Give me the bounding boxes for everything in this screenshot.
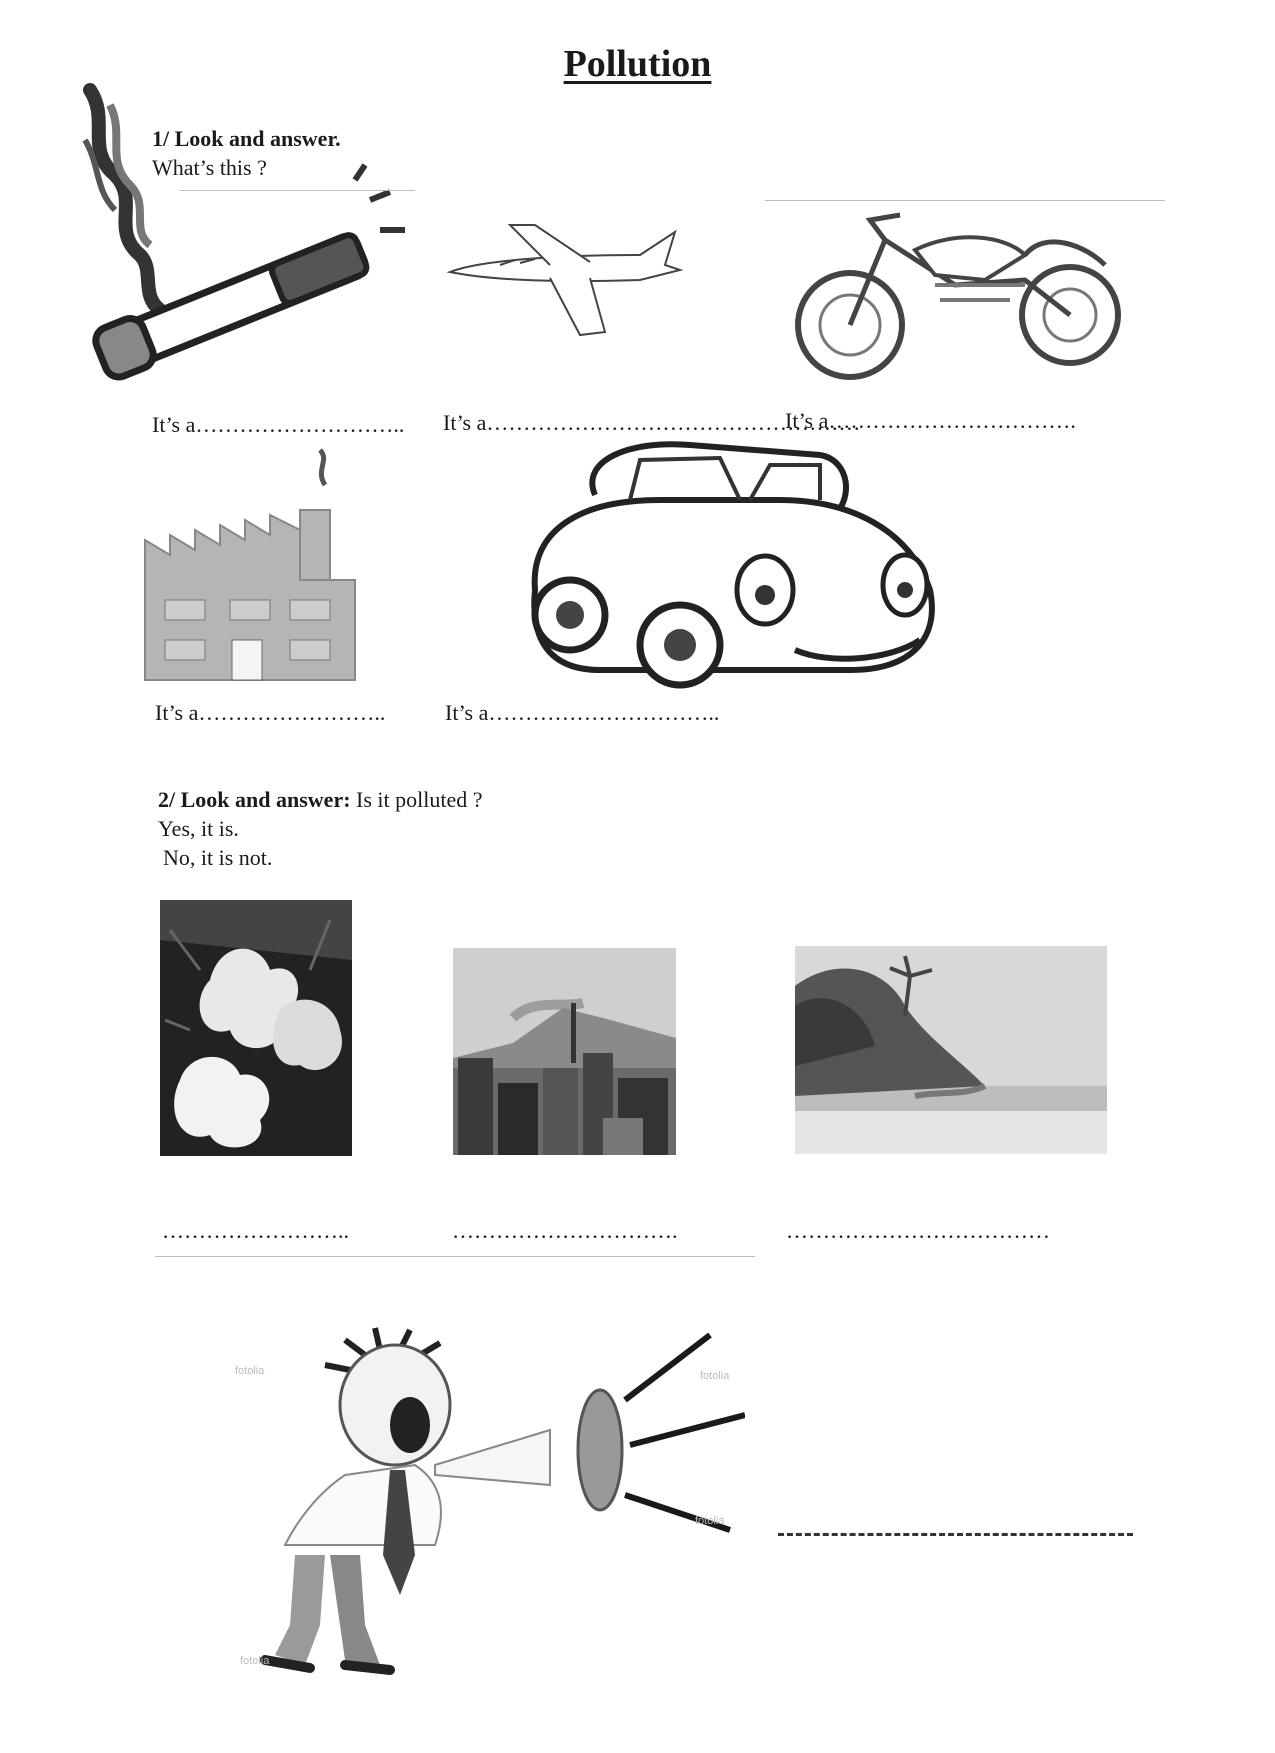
answer-line-flowers[interactable]: ……………………..	[162, 1218, 349, 1243]
answer-line-beach[interactable]: ………………………………	[786, 1218, 1050, 1243]
motorcycle-illustration	[785, 210, 1140, 385]
watermark-text: fotolia	[700, 1370, 730, 1382]
option-no: No, it is not.	[163, 845, 273, 870]
noise-pollution-illustration	[205, 1325, 745, 1685]
answer-line-plane[interactable]: It’s a……………………………………………	[443, 410, 861, 435]
plane-illustration	[440, 210, 690, 345]
watermark-text: fotolia	[235, 1365, 265, 1377]
beach-photo	[795, 946, 1107, 1154]
divider	[765, 200, 1165, 201]
page-title: Pollution	[563, 43, 712, 85]
watermark-text: fotolia	[695, 1515, 725, 1527]
answer-line-car[interactable]: It’s a…………………………..	[445, 700, 720, 725]
answer-line-city[interactable]: ………………………….	[452, 1218, 678, 1243]
flowers-photo	[160, 900, 352, 1156]
car-illustration	[520, 440, 950, 700]
section1-question: What’s this ?	[152, 155, 267, 180]
answer-line-factory[interactable]: It’s a……………………..	[155, 700, 386, 725]
divider	[180, 190, 415, 191]
cigarette-illustration	[70, 80, 415, 400]
factory-illustration	[140, 440, 360, 690]
section2-heading: 2/ Look and answer:	[158, 787, 351, 812]
city-pollution-photo	[453, 948, 676, 1155]
answer-line-motorcycle[interactable]: It’s a…………………………….	[785, 408, 1076, 433]
section2-question: Is it polluted ?	[356, 787, 483, 812]
answer-line-noise[interactable]	[778, 1533, 1133, 1536]
option-yes: Yes, it is.	[158, 816, 239, 841]
watermark-text: fotolia	[240, 1655, 270, 1667]
section1-heading: 1/ Look and answer.	[152, 126, 341, 151]
divider	[155, 1256, 755, 1257]
answer-line-cigarette[interactable]: It’s a………………………..	[152, 412, 405, 437]
section2-heading-row	[158, 787, 483, 813]
